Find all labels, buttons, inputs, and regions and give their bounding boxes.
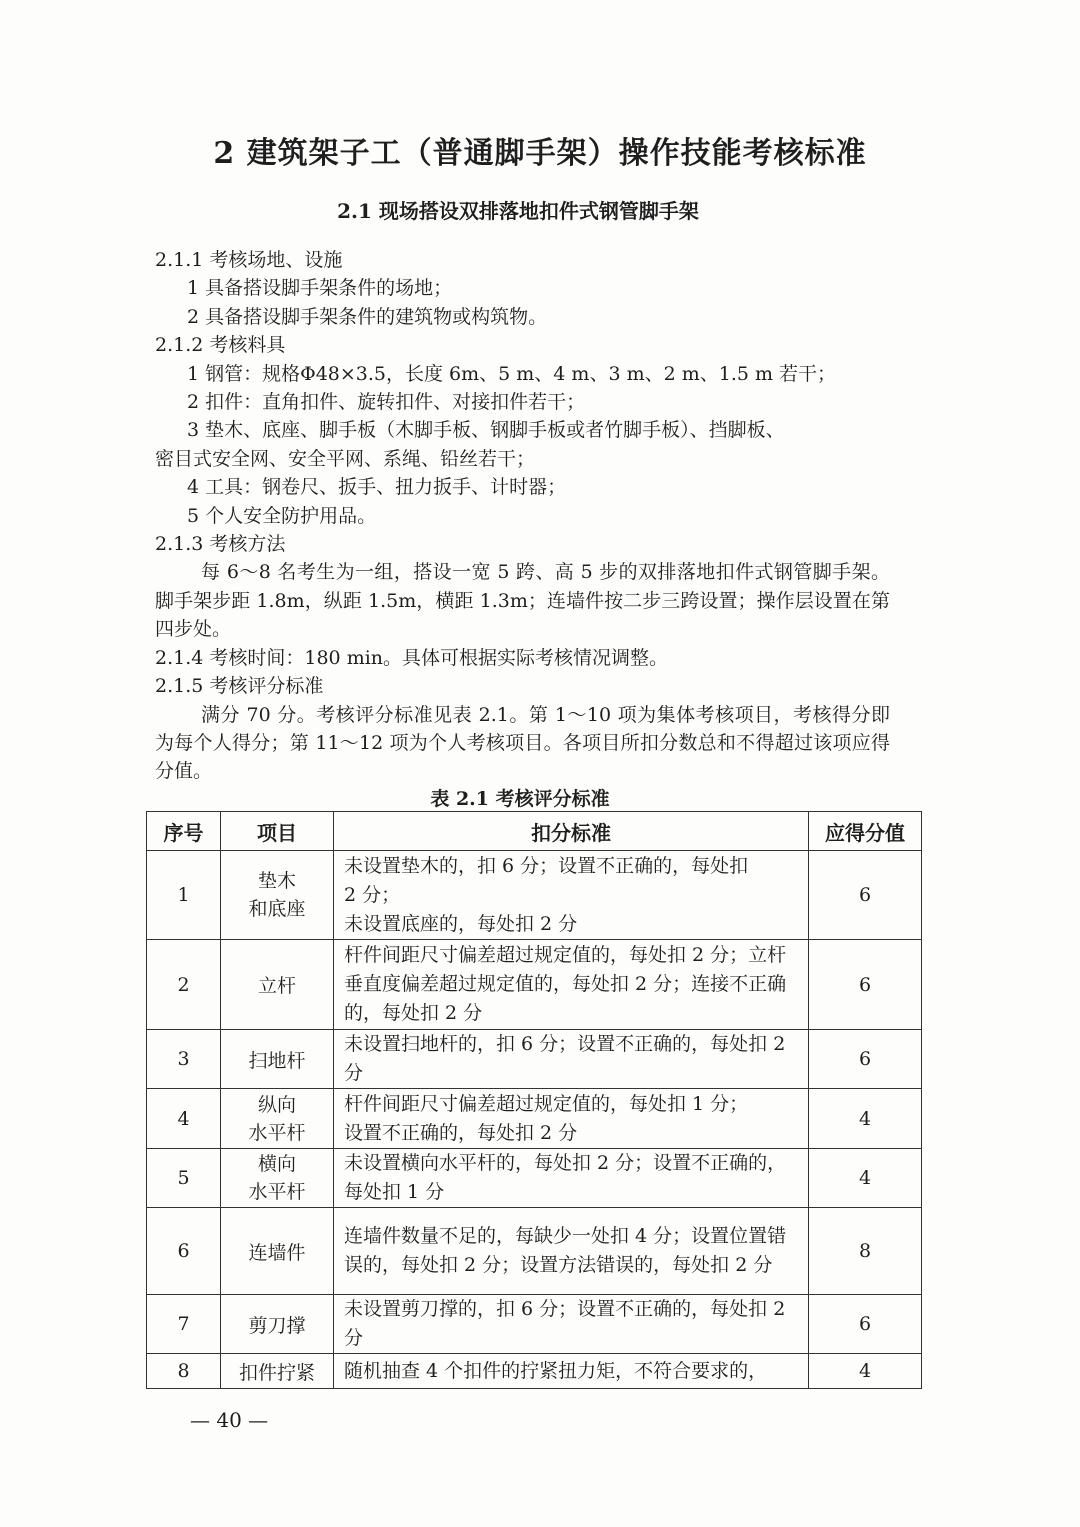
table-caption: 表 2.1 考核评分标准 (430, 788, 610, 810)
table-row (147, 851, 922, 940)
cell-item: 立杆 (221, 940, 334, 1030)
table-header-row (147, 812, 922, 851)
cell-score: 6 (809, 1295, 922, 1354)
cell-criteria: 未设置横向水平杆的，每处扣 2 分；设置不正确的，每处扣 1 分 (334, 1149, 809, 1208)
section-heading-2-1-1: 2.1.1 考核场地、设施 (155, 249, 343, 271)
cell-no: 1 (147, 851, 221, 940)
cell-item: 剪刀撑 (221, 1295, 334, 1354)
cell-no: 8 (147, 1354, 221, 1389)
cell-item: 横向 水平杆 (221, 1149, 334, 1208)
cell-item: 扫地杆 (221, 1030, 334, 1089)
section-subtitle: 2.1 现场搭设双排落地扣件式钢管脚手架 (337, 199, 699, 223)
list-item: 2 具备搭设脚手架条件的建筑物或构筑物。 (187, 305, 548, 328)
cell-criteria: 未设置垫木的，扣 6 分；设置不正确的，每处扣 2 分； 未设置底座的，每处扣 2 分 (334, 851, 809, 940)
cell-criteria: 随机抽查 4 个扣件的拧紧扭力矩，不符合要求的， (334, 1354, 809, 1389)
cell-no: 5 (147, 1149, 221, 1208)
cell-score: 4 (809, 1354, 922, 1389)
cell-criteria: 杆件间距尺寸偏差超过规定值的，每处扣 2 分；立杆垂直度偏差超过规定值的，每处扣 2 分；连接不正确的，每处扣 2 分 (334, 940, 809, 1030)
header-score: 应得分值 (809, 812, 922, 851)
section-heading-2-1-5: 2.1.5 考核评分标准 (155, 675, 324, 698)
list-item: 1 具备搭设脚手架条件的场地； (187, 277, 453, 300)
table-row (147, 1295, 922, 1354)
table-row (147, 1030, 922, 1089)
cell-item: 垫木 和底座 (221, 851, 334, 940)
list-item: 5 个人安全防护用品。 (187, 504, 377, 527)
table-row (147, 1354, 922, 1389)
section-heading-2-1-2: 2.1.2 考核料具 (155, 334, 286, 357)
header-criteria: 扣分标准 (334, 812, 809, 851)
cell-criteria: 未设置扫地杆的，扣 6 分；设置不正确的，每处扣 2 分 (334, 1030, 809, 1089)
table-row (147, 1089, 922, 1149)
scoring-table (146, 811, 922, 1389)
list-item: 1 钢管：规格Φ48×3.5，长度 6m、5 m、4 m、3 m、2 m、1.5 m 若干； (187, 362, 837, 385)
list-item: 2 扣件：直角扣件、旋转扣件、对接扣件若干； (187, 391, 586, 414)
cell-score: 4 (809, 1149, 922, 1208)
cell-score: 6 (809, 1030, 922, 1089)
table-row (147, 940, 922, 1030)
cell-no: 4 (147, 1089, 221, 1149)
header-item: 项目 (221, 812, 334, 851)
cell-no: 2 (147, 940, 221, 1030)
cell-no: 3 (147, 1030, 221, 1089)
page-title: 2 建筑架子工（普通脚手架）操作技能考核标准 (213, 136, 867, 171)
paragraph-method: 每 6～8 名考生为一组，搭设一宽 5 跨、高 5 步的双排落地扣件式钢管脚手架。脚手架步距 1.8m，纵距 1.5m，横距 1.3m；连墙件按二步三跨设置；操作层设置在第四步处。 (155, 561, 890, 641)
section-heading-2-1-4: 2.1.4 考核时间：180 min。具体可根据实际考核情况调整。 (155, 646, 669, 669)
cell-item: 扣件拧紧 (221, 1354, 334, 1389)
cell-no: 6 (147, 1208, 221, 1295)
list-item: 4 工具：钢卷尺、扳手、扭力扳手、计时器； (187, 476, 567, 499)
cell-no: 7 (147, 1295, 221, 1354)
cell-item: 纵向 水平杆 (221, 1089, 334, 1149)
paragraph-scoring: 满分 70 分。考核评分标准见表 2.1。第 1～10 项为集体考核项目，考核得分即为每个人得分；第 11～12 项为个人考核项目。各项目所扣分数总和不得超过该项应得分值。 (155, 703, 890, 783)
cell-criteria: 未设置剪刀撑的，扣 6 分；设置不正确的，每处扣 2 分 (334, 1295, 809, 1354)
body-text (155, 246, 890, 786)
list-item-continuation: 密目式安全网、安全平网、系绳、铅丝若干； (155, 447, 536, 470)
cell-score: 4 (809, 1089, 922, 1149)
list-item: 3 垫木、底座、脚手板（木脚手板、钢脚手板或者竹脚手板）、挡脚板、 (187, 419, 785, 442)
cell-score: 8 (809, 1208, 922, 1295)
cell-criteria: 杆件间距尺寸偏差超过规定值的，每处扣 1 分； 设置不正确的，每处扣 2 分 (334, 1089, 809, 1149)
page-number: — 40 — (190, 1408, 269, 1432)
header-no: 序号 (147, 812, 221, 851)
table-row (147, 1208, 922, 1295)
cell-score: 6 (809, 851, 922, 940)
cell-score: 6 (809, 940, 922, 1030)
table-row (147, 1149, 922, 1208)
section-heading-2-1-3: 2.1.3 考核方法 (155, 533, 286, 556)
cell-criteria: 连墙件数量不足的，每缺少一处扣 4 分；设置位置错误的，每处扣 2 分；设置方法错误的，每处扣 2 分 (334, 1208, 809, 1295)
cell-item: 连墙件 (221, 1208, 334, 1295)
